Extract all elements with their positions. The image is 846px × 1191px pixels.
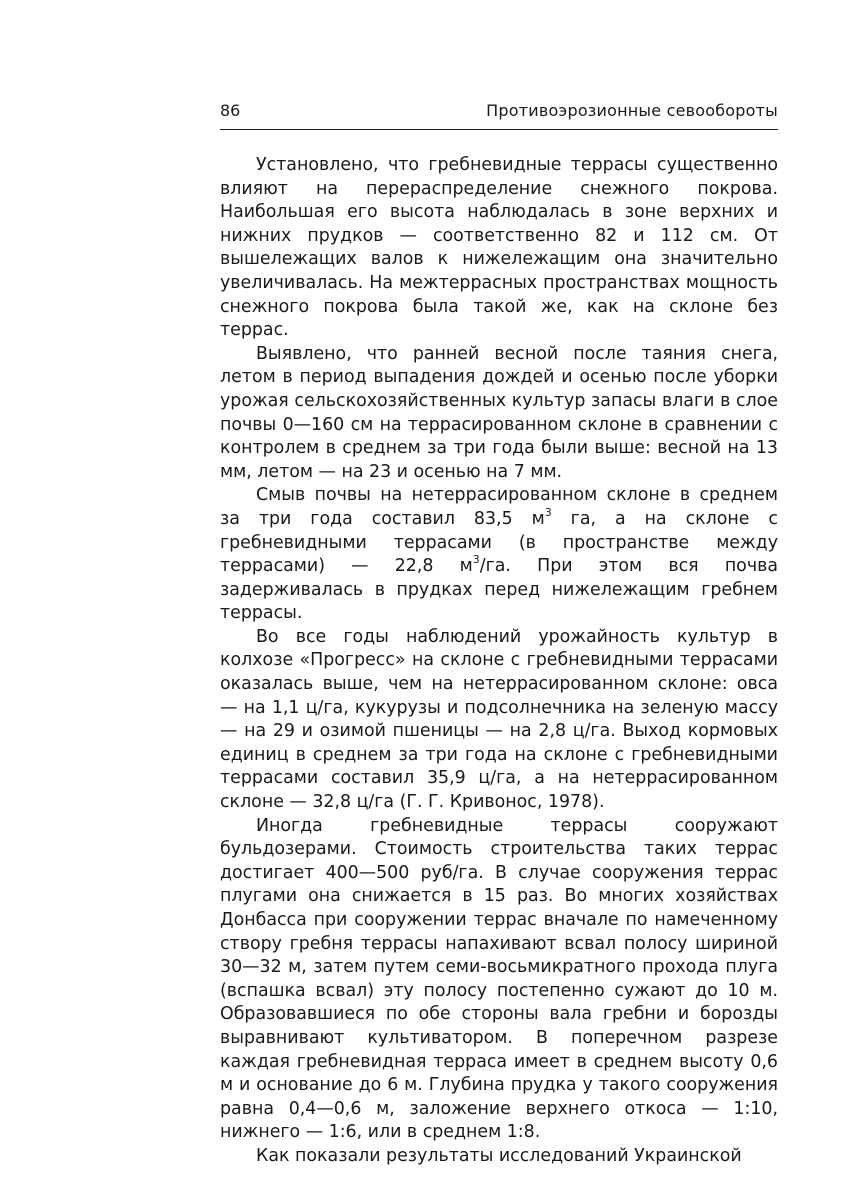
paragraph-terrace-construction: Иногда гребневидные террасы сооружают бульдозерами. Стоимость строительства таких террас достигает 400—500 руб/га. В случае сооружения террас плугами она снижается в 15 раз. Во многих хозяйствах Донбасса при сооружении террас вначале по намеченному створу гребня террасы напахивают всвал полосу шириной 30—32 м, затем путем семи-восьмикратного прохода плуга (вспашка всвал) эту полосу постепенно сужают до 10 м. Образовавшиеся по обе стороны вала гребни и борозды выравнивают культиватором. В поперечном разрезе каждая гребневидная терраса имеет в среднем высоту 0,6 м и основание до 6 м. Глубина прудка у такого сооружения равна 0,4—0,6 м, заложение верхнего откоса — 1:10, нижнего — 1:6, или в среднем 1:8. bbox=[220, 815, 778, 1143]
body-text bbox=[220, 154, 778, 1169]
page-number: 86 bbox=[220, 101, 241, 120]
paragraph-crop-yield: Во все годы наблюдений урожайность культур в колхозе «Прогресс» на склоне с гребневидными террасами оказалась выше, чем на нетеррасированном склоне: овса — на 1,1 ц/га, кукурузы и подсолнечника на зеленую массу — на 29 и озимой пшеницы — на 2,8 ц/га. Выход кормовых единиц в среднем за три года на склоне с гребневидными террасами составил 35,9 ц/га, а на нетеррасированном склоне — 32,8 ц/га (Г. Г. Кривонос, 1978). bbox=[220, 626, 778, 813]
paragraph-snow-cover: Установлено, что гребневидные террасы существенно влияют на перераспределение снежного покрова. Наибольшая его высота наблюдалась в зоне верхних и нижних прудков — соответственно 82 и 112 см. От вышележащих валов к нижележащим она значительно увеличивалась. На межтеррасных пространствах мощность снежного покрова была такой же, как на склоне без террас. bbox=[220, 155, 778, 341]
paragraph-soil-erosion-part-1: Смыв почвы на нетеррасированном склоне в среднем за три года составил 83,5 м bbox=[220, 485, 778, 529]
running-title: Противоэрозионные севообороты bbox=[486, 101, 778, 120]
paragraph-soil-erosion bbox=[220, 484, 778, 626]
paragraph-soil-erosion-part-2: га, а на склоне с гребневидными террасами (в пространстве между террасами) — 22,8 м bbox=[220, 508, 778, 577]
paragraph-research-results: Как показали результаты исследований Украинской bbox=[256, 1145, 742, 1166]
paragraph-soil-moisture: Выявлено, что ранней весной после таяния снега, летом в период выпадения дождей и осенью после уборки урожая сельскохозяйственных культур запасы влаги в слое почвы 0—160 см на террасированном склоне в сравнении с контролем в среднем за три года были выше: весной на 13 мм, летом — на 23 и осенью на 7 мм. bbox=[220, 343, 778, 482]
page-header bbox=[220, 100, 778, 124]
superscript-cubic-1: 3 bbox=[544, 506, 552, 520]
paragraph-soil-erosion-part-3: /га. При этом вся почва задерживалась в прудках перед нижележащим гребнем террасы. bbox=[220, 556, 779, 624]
superscript-cubic-2: 3 bbox=[472, 553, 480, 567]
header-rule bbox=[220, 129, 778, 130]
